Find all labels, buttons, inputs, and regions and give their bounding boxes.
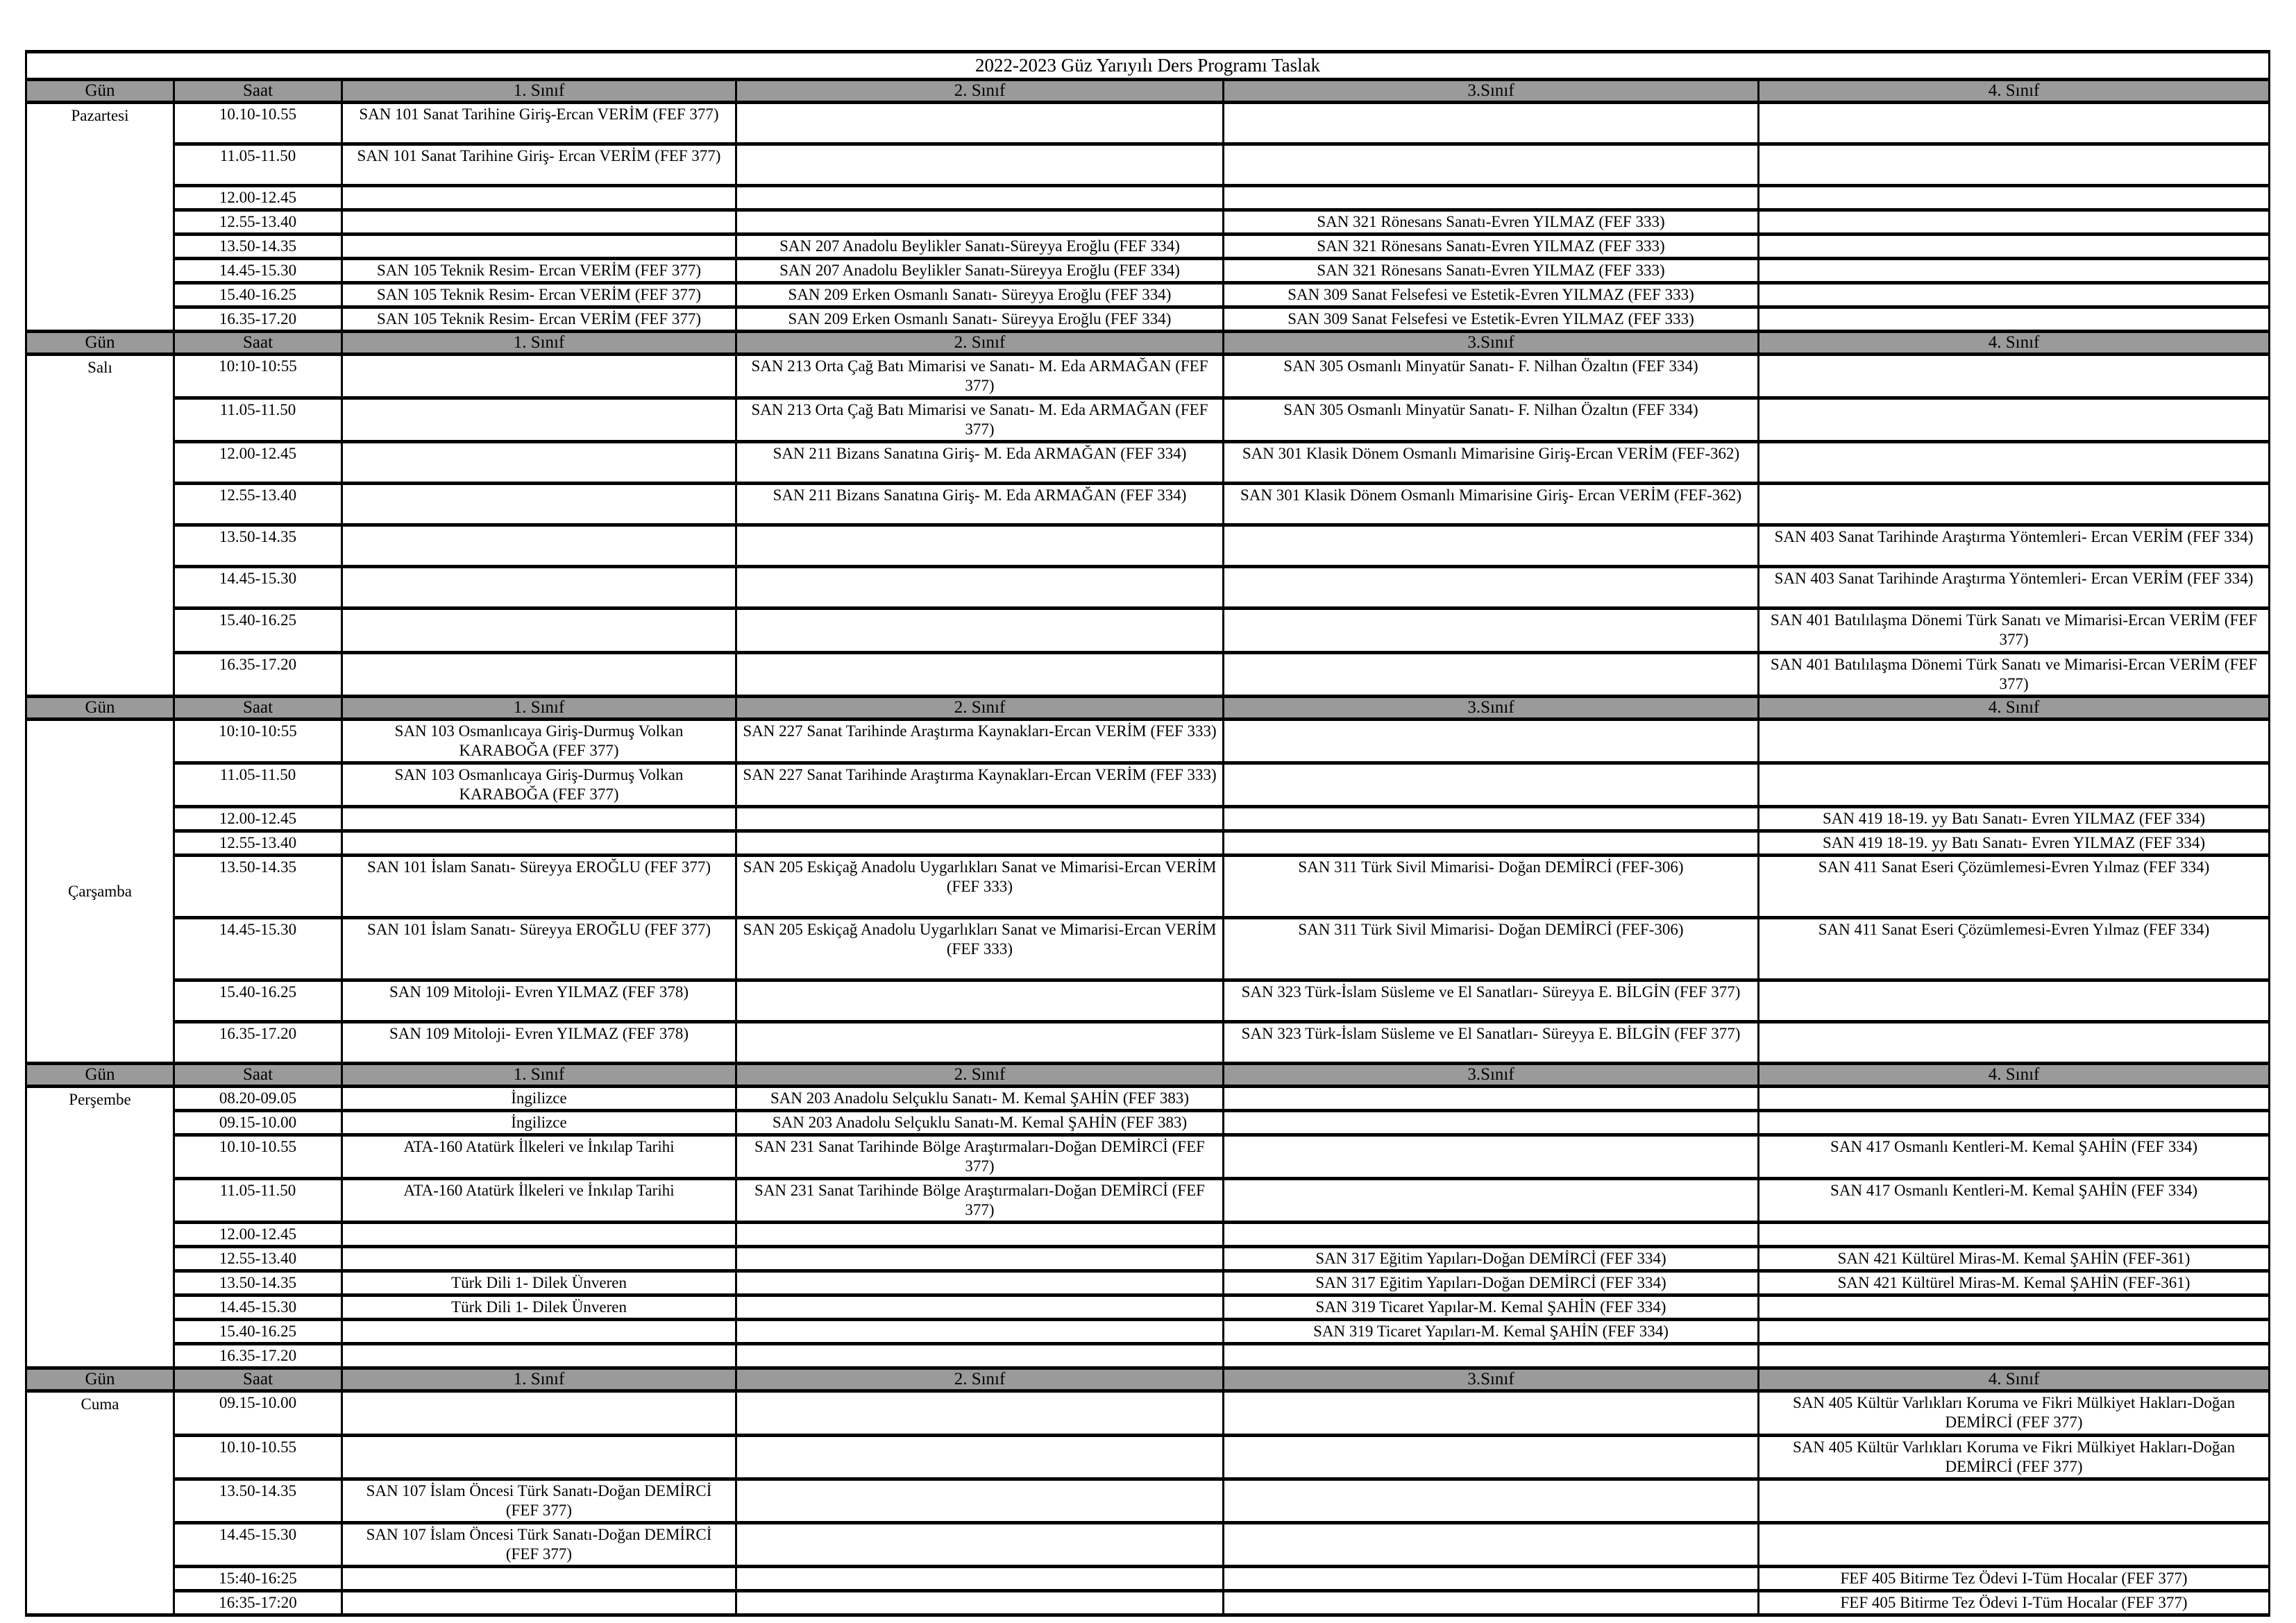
time-cell: 10:10-10:55 (174, 355, 342, 398)
empty-cell (1759, 235, 2270, 259)
empty-cell (1224, 102, 1759, 144)
time-cell: 12.00-12.45 (174, 185, 342, 210)
empty-cell (1759, 144, 2270, 185)
time-cell: 13.50-14.35 (174, 1479, 342, 1522)
course-cell: SAN 207 Anadolu Beylikler Sanatı-Süreyya Eroğlu (FEF 334) (736, 259, 1224, 283)
empty-cell (1759, 1110, 2270, 1135)
course-cell: SAN 231 Sanat Tarihinde Bölge Araştırmaları-Doğan DEMİRCİ (FEF 377) (736, 1179, 1224, 1223)
course-cell: SAN 107 İslam Öncesi Türk Sanatı-Doğan DEMİRCİ (FEF 377) (342, 1479, 736, 1522)
empty-cell (342, 609, 736, 652)
empty-cell (736, 1391, 1224, 1435)
course-cell: SAN 227 Sanat Tarihinde Araştırma Kaynakları-Ercan VERİM (FEF 333) (736, 719, 1224, 763)
course-cell: SAN 311 Türk Sivil Mimarisi- Doğan DEMİRCİ (FEF-306) (1224, 855, 1759, 917)
day-cell-Perşembe: Perşembe (26, 1086, 174, 1368)
column-header-5: 4. Sınıf (1759, 1368, 2270, 1391)
column-header-2: 1. Sınıf (342, 1368, 736, 1391)
column-header-4: 3.Sınıf (1224, 1368, 1759, 1391)
empty-cell (736, 806, 1224, 831)
schedule-row-Perşembe-4 (26, 1223, 2270, 1247)
empty-cell (736, 525, 1224, 567)
course-cell: SAN 321 Rönesans Sanatı-Evren YILMAZ (FEF 333) (1224, 210, 1759, 234)
time-cell: 16.35-17.20 (174, 307, 342, 332)
column-header-4: 3.Sınıf (1224, 332, 1759, 355)
time-cell: 13.50-14.35 (174, 525, 342, 567)
schedule-row-Pazartesi-3 (26, 210, 2270, 234)
time-cell: 10.10-10.55 (174, 102, 342, 144)
schedule-row-Cuma-0 (26, 1391, 2270, 1435)
empty-cell (1224, 831, 1759, 855)
schedule-row-Çarşamba-0 (26, 719, 2270, 763)
course-cell: SAN 103 Osmanlıcaya Giriş-Durmuş Volkan KARABOĞA (FEF 377) (342, 719, 736, 763)
column-header-3: 2. Sınıf (736, 1368, 1224, 1391)
empty-cell (1224, 652, 1759, 696)
course-cell: SAN 403 Sanat Tarihinde Araştırma Yöntemleri- Ercan VERİM (FEF 334) (1759, 525, 2270, 567)
course-cell: SAN 207 Anadolu Beylikler Sanatı-Süreyya Eroğlu (FEF 334) (736, 235, 1224, 259)
empty-cell (342, 1566, 736, 1590)
course-cell: SAN 211 Bizans Sanatına Giriş- M. Eda ARMAĞAN (FEF 334) (736, 484, 1224, 525)
empty-cell (1224, 185, 1759, 210)
schedule-row-Çarşamba-1 (26, 763, 2270, 806)
course-cell: SAN 319 Ticaret Yapılar-M. Kemal ŞAHİN (FEF 334) (1224, 1295, 1759, 1320)
column-header-5: 4. Sınıf (1759, 696, 2270, 719)
course-cell: Türk Dili 1- Dilek Ünveren (342, 1295, 736, 1320)
empty-cell (342, 442, 736, 484)
course-cell: SAN 105 Teknik Resim- Ercan VERİM (FEF 377) (342, 259, 736, 283)
empty-cell (736, 567, 1224, 609)
empty-cell (1759, 1295, 2270, 1320)
course-cell: SAN 305 Osmanlı Minyatür Sanatı- F. Nilhan Özaltın (FEF 334) (1224, 398, 1759, 442)
empty-cell (1224, 1110, 1759, 1135)
empty-cell (1759, 1223, 2270, 1247)
time-cell: 12.55-13.40 (174, 1247, 342, 1271)
schedule-row-Perşembe-6 (26, 1271, 2270, 1295)
schedule-row-Pazartesi-2 (26, 185, 2270, 210)
course-cell: SAN 317 Eğitim Yapıları-Doğan DEMİRCİ (FEF 334) (1224, 1271, 1759, 1295)
empty-cell (736, 1247, 1224, 1271)
schedule-row-Perşembe-0 (26, 1086, 2270, 1110)
empty-cell (736, 1566, 1224, 1590)
time-cell: 12.55-13.40 (174, 831, 342, 855)
time-cell: 13.50-14.35 (174, 235, 342, 259)
empty-cell (736, 102, 1224, 144)
empty-cell (736, 609, 1224, 652)
time-cell: 16:35-17:20 (174, 1590, 342, 1615)
course-cell: SAN 401 Batılılaşma Dönemi Türk Sanatı ve Mimarisi-Ercan VERİM (FEF 377) (1759, 652, 2270, 696)
empty-cell (342, 652, 736, 696)
course-cell: SAN 101 Sanat Tarihine Giriş-Ercan VERİM (FEF 377) (342, 102, 736, 144)
course-cell: SAN 301 Klasik Dönem Osmanlı Mimarisine Giriş-Ercan VERİM (FEF-362) (1224, 442, 1759, 484)
column-header-0: Gün (26, 332, 174, 355)
empty-cell (1759, 1479, 2270, 1522)
column-header-row (26, 79, 2270, 102)
empty-cell (736, 1271, 1224, 1295)
empty-cell (1759, 442, 2270, 484)
column-header-3: 2. Sınıf (736, 696, 1224, 719)
empty-cell (342, 1435, 736, 1479)
course-cell: SAN 323 Türk-İslam Süsleme ve El Sanatları- Süreyya E. BİLGİN (FEF 377) (1224, 1021, 1759, 1063)
time-cell: 11.05-11.50 (174, 398, 342, 442)
day-cell-Salı: Salı (26, 355, 174, 696)
empty-cell (1224, 609, 1759, 652)
course-cell: SAN 401 Batılılaşma Dönemi Türk Sanatı ve Mimarisi-Ercan VERİM (FEF 377) (1759, 609, 2270, 652)
column-header-5: 4. Sınıf (1759, 332, 2270, 355)
empty-cell (342, 1320, 736, 1344)
column-header-2: 1. Sınıf (342, 79, 736, 102)
column-header-2: 1. Sınıf (342, 1063, 736, 1086)
empty-cell (736, 185, 1224, 210)
course-cell: İngilizce (342, 1110, 736, 1135)
empty-cell (1759, 283, 2270, 307)
schedule-row-Salı-0 (26, 355, 2270, 398)
empty-cell (736, 1295, 1224, 1320)
schedule-row-Perşembe-2 (26, 1135, 2270, 1178)
time-cell: 13.50-14.35 (174, 855, 342, 917)
course-cell: ATA-160 Atatürk İlkeleri ve İnkılap Tarihi (342, 1179, 736, 1223)
time-cell: 12.00-12.45 (174, 442, 342, 484)
empty-cell (1759, 102, 2270, 144)
course-cell: ATA-160 Atatürk İlkeleri ve İnkılap Tarihi (342, 1135, 736, 1178)
empty-cell (1759, 763, 2270, 806)
course-cell: SAN 205 Eskiçağ Anadolu Uygarlıkları Sanat ve Mimarisi-Ercan VERİM (FEF 333) (736, 917, 1224, 980)
course-cell: SAN 105 Teknik Resim- Ercan VERİM (FEF 377) (342, 307, 736, 332)
empty-cell (1224, 1223, 1759, 1247)
course-cell: SAN 421 Kültürel Miras-M. Kemal ŞAHİN (FEF-361) (1759, 1271, 2270, 1295)
time-cell: 16.35-17.20 (174, 652, 342, 696)
time-cell: 15.40-16.25 (174, 609, 342, 652)
column-header-0: Gün (26, 1063, 174, 1086)
empty-cell (736, 652, 1224, 696)
time-cell: 11.05-11.50 (174, 144, 342, 185)
column-header-row (26, 332, 2270, 355)
empty-cell (1759, 719, 2270, 763)
course-cell: SAN 301 Klasik Dönem Osmanlı Mimarisine Giriş- Ercan VERİM (FEF-362) (1224, 484, 1759, 525)
empty-cell (736, 1435, 1224, 1479)
course-cell: SAN 205 Eskiçağ Anadolu Uygarlıkları Sanat ve Mimarisi-Ercan VERİM (FEF 333) (736, 855, 1224, 917)
course-cell: SAN 309 Sanat Felsefesi ve Estetik-Evren YILMAZ (FEF 333) (1224, 283, 1759, 307)
empty-cell (1759, 259, 2270, 283)
empty-cell (342, 831, 736, 855)
course-cell: SAN 405 Kültür Varlıkları Koruma ve Fikri Mülkiyet Hakları-Doğan DEMİRCİ (FEF 377) (1759, 1391, 2270, 1435)
empty-cell (1759, 398, 2270, 442)
schedule-row-Pazartesi-5 (26, 259, 2270, 283)
empty-cell (1224, 144, 1759, 185)
empty-cell (342, 484, 736, 525)
empty-cell (736, 144, 1224, 185)
column-header-4: 3.Sınıf (1224, 696, 1759, 719)
schedule-row-Pazartesi-0 (26, 102, 2270, 144)
course-cell: SAN 305 Osmanlı Minyatür Sanatı- F. Nilhan Özaltın (FEF 334) (1224, 355, 1759, 398)
course-cell: SAN 405 Kültür Varlıkları Koruma ve Fikri Mülkiyet Hakları-Doğan DEMİRCİ (FEF 377) (1759, 1435, 2270, 1479)
course-cell: SAN 319 Ticaret Yapıları-M. Kemal ŞAHİN (FEF 334) (1224, 1320, 1759, 1344)
empty-cell (342, 235, 736, 259)
empty-cell (736, 831, 1224, 855)
time-cell: 15.40-16.25 (174, 1320, 342, 1344)
empty-cell (342, 355, 736, 398)
time-cell: 10:10-10:55 (174, 719, 342, 763)
schedule-row-Cuma-2 (26, 1479, 2270, 1522)
empty-cell (1224, 567, 1759, 609)
empty-cell (342, 1223, 736, 1247)
time-cell: 16.35-17.20 (174, 1344, 342, 1368)
empty-cell (1759, 1021, 2270, 1063)
empty-cell (736, 1021, 1224, 1063)
schedule-row-Çarşamba-3 (26, 831, 2270, 855)
time-cell: 12.55-13.40 (174, 484, 342, 525)
course-cell: FEF 405 Bitirme Tez Ödevi I-Tüm Hocalar (FEF 377) (1759, 1590, 2270, 1615)
column-header-3: 2. Sınıf (736, 79, 1224, 102)
time-cell: 14.45-15.30 (174, 1522, 342, 1566)
course-cell: SAN 403 Sanat Tarihinde Araştırma Yöntemleri- Ercan VERİM (FEF 334) (1759, 567, 2270, 609)
schedule-title: 2022-2023 Güz Yarıyılı Ders Programı Taslak (26, 52, 2270, 80)
course-cell: SAN 417 Osmanlı Kentleri-M. Kemal ŞAHİN (FEF 334) (1759, 1135, 2270, 1178)
course-cell: SAN 317 Eğitim Yapıları-Doğan DEMİRCİ (FEF 334) (1224, 1247, 1759, 1271)
empty-cell (1224, 806, 1759, 831)
empty-cell (1224, 1179, 1759, 1223)
column-header-row (26, 1368, 2270, 1391)
schedule-row-Perşembe-3 (26, 1179, 2270, 1223)
column-header-1: Saat (174, 1063, 342, 1086)
course-cell: SAN 105 Teknik Resim- Ercan VERİM (FEF 377) (342, 283, 736, 307)
schedule-row-Pazartesi-7 (26, 307, 2270, 332)
schedule-row-Salı-6 (26, 609, 2270, 652)
empty-cell (736, 1590, 1224, 1615)
time-cell: 08.20-09.05 (174, 1086, 342, 1110)
schedule-row-Cuma-3 (26, 1522, 2270, 1566)
schedule-row-Perşembe-8 (26, 1320, 2270, 1344)
course-cell: SAN 209 Erken Osmanlı Sanatı- Süreyya Eroğlu (FEF 334) (736, 307, 1224, 332)
empty-cell (342, 806, 736, 831)
course-cell: SAN 101 İslam Sanatı- Süreyya EROĞLU (FEF 377) (342, 855, 736, 917)
course-cell: SAN 231 Sanat Tarihinde Bölge Araştırmaları-Doğan DEMİRCİ (FEF 377) (736, 1135, 1224, 1178)
schedule-row-Pazartesi-1 (26, 144, 2270, 185)
schedule-row-Çarşamba-7 (26, 1021, 2270, 1063)
empty-cell (736, 210, 1224, 234)
time-cell: 14.45-15.30 (174, 1295, 342, 1320)
schedule-row-Cuma-1 (26, 1435, 2270, 1479)
schedule-row-Salı-2 (26, 442, 2270, 484)
course-cell: SAN 109 Mitoloji- Evren YILMAZ (FEF 378) (342, 980, 736, 1021)
empty-cell (736, 1344, 1224, 1368)
course-schedule-table (25, 50, 2270, 1617)
schedule-row-Pazartesi-4 (26, 235, 2270, 259)
schedule-row-Pazartesi-6 (26, 283, 2270, 307)
course-cell: SAN 213 Orta Çağ Batı Mimarisi ve Sanatı- M. Eda ARMAĞAN (FEF 377) (736, 355, 1224, 398)
time-cell: 15.40-16.25 (174, 283, 342, 307)
column-header-4: 3.Sınıf (1224, 1063, 1759, 1086)
empty-cell (1759, 307, 2270, 332)
empty-cell (736, 1479, 1224, 1522)
empty-cell (1759, 210, 2270, 234)
course-cell: İngilizce (342, 1086, 736, 1110)
schedule-row-Salı-1 (26, 398, 2270, 442)
schedule-row-Cuma-5 (26, 1590, 2270, 1615)
time-cell: 12.00-12.45 (174, 806, 342, 831)
course-cell: SAN 419 18-19. yy Batı Sanatı- Evren YILMAZ (FEF 334) (1759, 806, 2270, 831)
empty-cell (342, 1344, 736, 1368)
empty-cell (1224, 525, 1759, 567)
course-cell: SAN 309 Sanat Felsefesi ve Estetik-Evren YILMAZ (FEF 333) (1224, 307, 1759, 332)
schedule-row-Çarşamba-6 (26, 980, 2270, 1021)
day-cell-Pazartesi: Pazartesi (26, 102, 174, 331)
empty-cell (736, 1223, 1224, 1247)
empty-cell (1759, 1086, 2270, 1110)
time-cell: 11.05-11.50 (174, 1179, 342, 1223)
empty-cell (1224, 1479, 1759, 1522)
day-cell-Çarşamba: Çarşamba (26, 719, 174, 1063)
column-header-4: 3.Sınıf (1224, 79, 1759, 102)
title-row (26, 52, 2270, 80)
column-header-5: 4. Sınıf (1759, 1063, 2270, 1086)
column-header-1: Saat (174, 696, 342, 719)
time-cell: 14.45-15.30 (174, 259, 342, 283)
column-header-0: Gün (26, 1368, 174, 1391)
time-cell: 15:40-16:25 (174, 1566, 342, 1590)
empty-cell (1759, 1320, 2270, 1344)
time-cell: 14.45-15.30 (174, 917, 342, 980)
column-header-0: Gün (26, 696, 174, 719)
schedule-row-Salı-4 (26, 525, 2270, 567)
empty-cell (1759, 980, 2270, 1021)
time-cell: 09.15-10.00 (174, 1391, 342, 1435)
course-cell: SAN 213 Orta Çağ Batı Mimarisi ve Sanatı- M. Eda ARMAĞAN (FEF 377) (736, 398, 1224, 442)
column-header-row (26, 1063, 2270, 1086)
column-header-3: 2. Sınıf (736, 332, 1224, 355)
schedule-row-Salı-5 (26, 567, 2270, 609)
empty-cell (736, 980, 1224, 1021)
course-cell: SAN 411 Sanat Eseri Çözümlemesi-Evren Yılmaz (FEF 334) (1759, 917, 2270, 980)
course-cell: SAN 311 Türk Sivil Mimarisi- Doğan DEMİRCİ (FEF-306) (1224, 917, 1759, 980)
course-cell: SAN 411 Sanat Eseri Çözümlemesi-Evren Yılmaz (FEF 334) (1759, 855, 2270, 917)
course-cell: FEF 405 Bitirme Tez Ödevi I-Tüm Hocalar (FEF 377) (1759, 1566, 2270, 1590)
empty-cell (342, 567, 736, 609)
course-cell: SAN 101 Sanat Tarihine Giriş- Ercan VERİM (FEF 377) (342, 144, 736, 185)
column-header-1: Saat (174, 1368, 342, 1391)
course-cell: Türk Dili 1- Dilek Ünveren (342, 1271, 736, 1295)
time-cell: 15.40-16.25 (174, 980, 342, 1021)
empty-cell (1759, 1522, 2270, 1566)
column-header-3: 2. Sınıf (736, 1063, 1224, 1086)
course-cell: SAN 227 Sanat Tarihinde Araştırma Kaynakları-Ercan VERİM (FEF 333) (736, 763, 1224, 806)
schedule-row-Perşembe-7 (26, 1295, 2270, 1320)
course-cell: SAN 417 Osmanlı Kentleri-M. Kemal ŞAHİN (FEF 334) (1759, 1179, 2270, 1223)
time-cell: 14.45-15.30 (174, 567, 342, 609)
empty-cell (1759, 484, 2270, 525)
course-cell: SAN 107 İslam Öncesi Türk Sanatı-Doğan DEMİRCİ (FEF 377) (342, 1522, 736, 1566)
course-cell: SAN 321 Rönesans Sanatı-Evren YILMAZ (FEF 333) (1224, 235, 1759, 259)
course-cell: SAN 211 Bizans Sanatına Giriş- M. Eda ARMAĞAN (FEF 334) (736, 442, 1224, 484)
schedule-row-Perşembe-9 (26, 1344, 2270, 1368)
empty-cell (342, 1590, 736, 1615)
column-header-0: Gün (26, 79, 174, 102)
schedule-row-Salı-7 (26, 652, 2270, 696)
empty-cell (342, 398, 736, 442)
schedule-row-Çarşamba-4 (26, 855, 2270, 917)
course-cell: SAN 203 Anadolu Selçuklu Sanatı-M. Kemal ŞAHİN (FEF 383) (736, 1110, 1224, 1135)
empty-cell (1224, 719, 1759, 763)
time-cell: 12.55-13.40 (174, 210, 342, 234)
course-cell: SAN 419 18-19. yy Batı Sanatı- Evren YILMAZ (FEF 334) (1759, 831, 2270, 855)
empty-cell (342, 185, 736, 210)
column-header-2: 1. Sınıf (342, 696, 736, 719)
empty-cell (1759, 185, 2270, 210)
time-cell: 13.50-14.35 (174, 1271, 342, 1295)
empty-cell (342, 210, 736, 234)
empty-cell (1224, 1344, 1759, 1368)
empty-cell (736, 1522, 1224, 1566)
time-cell: 10.10-10.55 (174, 1135, 342, 1178)
empty-cell (1224, 1435, 1759, 1479)
schedule-row-Çarşamba-5 (26, 917, 2270, 980)
schedule-row-Salı-3 (26, 484, 2270, 525)
empty-cell (1224, 1135, 1759, 1178)
column-header-1: Saat (174, 332, 342, 355)
empty-cell (1759, 355, 2270, 398)
time-cell: 10.10-10.55 (174, 1435, 342, 1479)
schedule-row-Perşembe-5 (26, 1247, 2270, 1271)
schedule-body (26, 52, 2270, 1615)
empty-cell (736, 1320, 1224, 1344)
empty-cell (342, 1247, 736, 1271)
empty-cell (1224, 1086, 1759, 1110)
course-cell: SAN 203 Anadolu Selçuklu Sanatı- M. Kemal ŞAHİN (FEF 383) (736, 1086, 1224, 1110)
time-cell: 11.05-11.50 (174, 763, 342, 806)
time-cell: 16.35-17.20 (174, 1021, 342, 1063)
column-header-2: 1. Sınıf (342, 332, 736, 355)
course-cell: SAN 421 Kültürel Miras-M. Kemal ŞAHİN (FEF-361) (1759, 1247, 2270, 1271)
time-cell: 09.15-10.00 (174, 1110, 342, 1135)
schedule-row-Çarşamba-2 (26, 806, 2270, 831)
column-header-1: Saat (174, 79, 342, 102)
course-cell: SAN 103 Osmanlıcaya Giriş-Durmuş Volkan KARABOĞA (FEF 377) (342, 763, 736, 806)
course-cell: SAN 109 Mitoloji- Evren YILMAZ (FEF 378) (342, 1021, 736, 1063)
empty-cell (1224, 1522, 1759, 1566)
empty-cell (342, 525, 736, 567)
schedule-row-Perşembe-1 (26, 1110, 2270, 1135)
empty-cell (1224, 1391, 1759, 1435)
empty-cell (1224, 1566, 1759, 1590)
empty-cell (1759, 1344, 2270, 1368)
empty-cell (342, 1391, 736, 1435)
empty-cell (1224, 763, 1759, 806)
course-cell: SAN 323 Türk-İslam Süsleme ve El Sanatları- Süreyya E. BİLGİN (FEF 377) (1224, 980, 1759, 1021)
column-header-5: 4. Sınıf (1759, 79, 2270, 102)
course-cell: SAN 321 Rönesans Sanatı-Evren YILMAZ (FEF 333) (1224, 259, 1759, 283)
column-header-row (26, 696, 2270, 719)
empty-cell (1224, 1590, 1759, 1615)
course-cell: SAN 101 İslam Sanatı- Süreyya EROĞLU (FEF 377) (342, 917, 736, 980)
day-cell-Cuma: Cuma (26, 1391, 174, 1615)
time-cell: 12.00-12.45 (174, 1223, 342, 1247)
course-cell: SAN 209 Erken Osmanlı Sanatı- Süreyya Eroğlu (FEF 334) (736, 283, 1224, 307)
schedule-row-Cuma-4 (26, 1566, 2270, 1590)
